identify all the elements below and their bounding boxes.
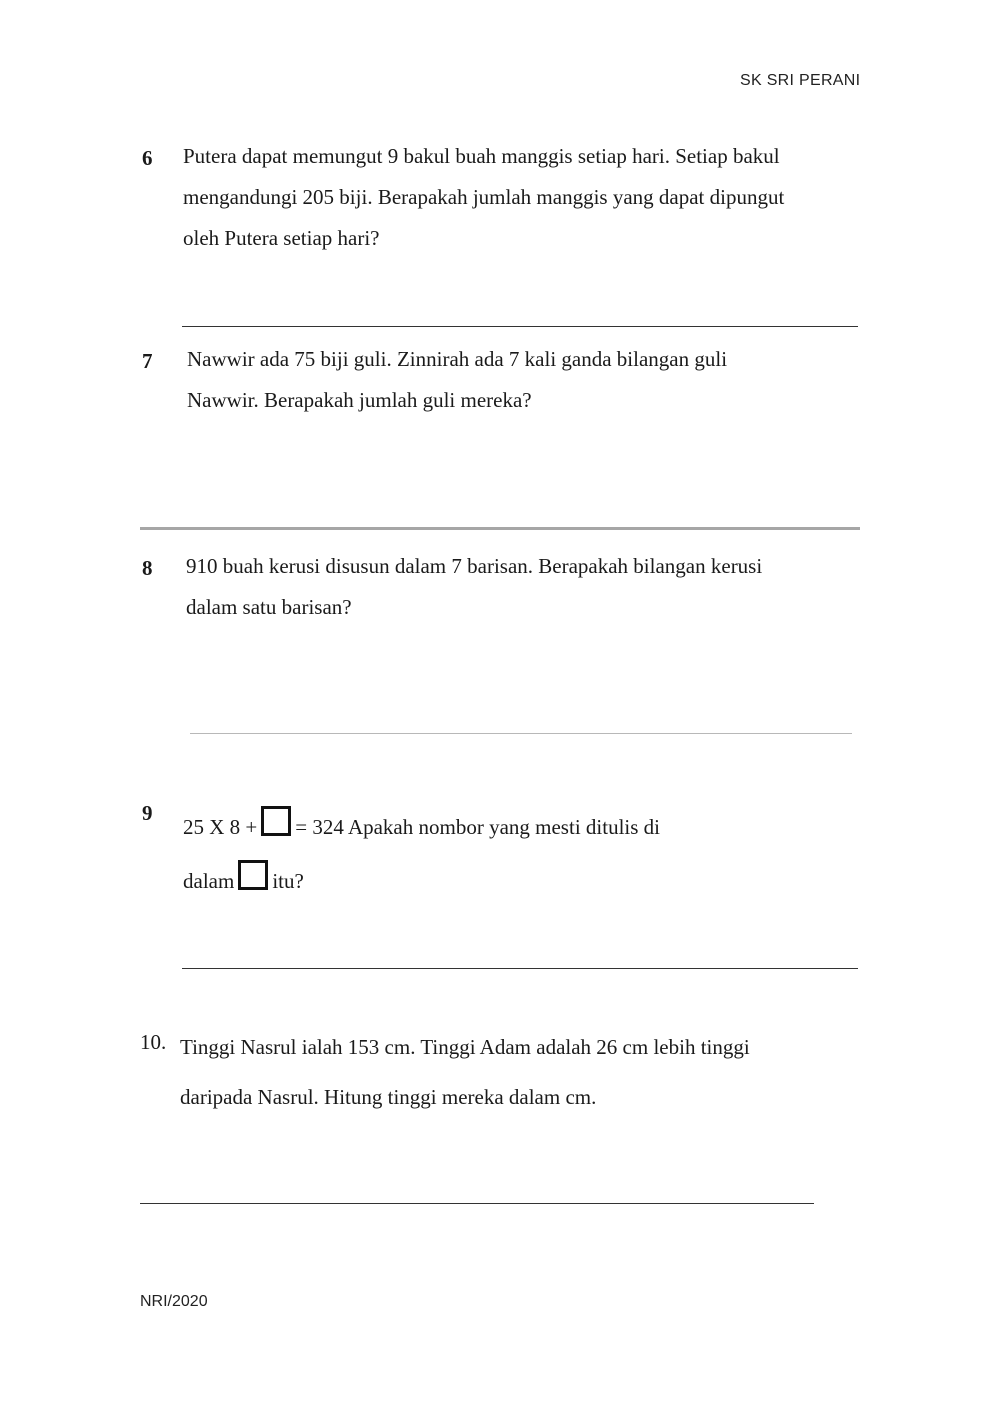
question-10-line: Tinggi Nasrul ialah 153 cm. Tinggi Adam adalah 26 cm lebih tinggi bbox=[180, 1035, 750, 1059]
question-10-text bbox=[180, 1022, 750, 1122]
answer-line-7[interactable] bbox=[140, 527, 860, 530]
question-6-number: 6 bbox=[142, 146, 153, 170]
school-header: SK SRI PERANI bbox=[740, 72, 861, 89]
question-8-line: 910 buah kerusi disusun dalam 7 barisan. Berapakah bilangan kerusi bbox=[186, 554, 763, 578]
question-10-line: daripada Nasrul. Hitung tinggi mereka dalam cm. bbox=[180, 1085, 597, 1109]
question-6-line: mengandungi 205 biji. Berapakah jumlah manggis yang dapat dipungut bbox=[183, 185, 785, 209]
footer-code: NRI/2020 bbox=[140, 1293, 208, 1310]
question-9-expression: 25 X 8 + bbox=[183, 815, 258, 839]
question-7-text bbox=[187, 339, 727, 421]
question-8-line: dalam satu barisan? bbox=[186, 595, 352, 619]
question-9-word: dalam bbox=[183, 869, 235, 893]
question-10-number: 10. bbox=[140, 1030, 167, 1054]
question-7-line: Nawwir ada 75 biji guli. Zinnirah ada 7 kali ganda bilangan guli bbox=[187, 347, 728, 371]
question-8-number: 8 bbox=[142, 556, 153, 580]
answer-line-6[interactable] bbox=[182, 326, 858, 327]
answer-line-9[interactable] bbox=[182, 968, 858, 969]
blank-box[interactable] bbox=[261, 806, 291, 836]
question-6-text bbox=[183, 136, 784, 259]
question-6-line: Putera dapat memungut 9 bakul buah manggis setiap hari. Setiap bakul bbox=[183, 144, 780, 168]
question-9-question: = 324 Apakah nombor yang mesti ditulis di bbox=[295, 815, 660, 839]
question-9-end: itu? bbox=[272, 869, 304, 893]
question-7-line: Nawwir. Berapakah jumlah guli mereka? bbox=[187, 388, 532, 412]
question-9-line-1 bbox=[183, 806, 660, 848]
blank-box[interactable] bbox=[238, 860, 268, 890]
answer-line-8[interactable] bbox=[190, 733, 852, 734]
question-9-line-2 bbox=[183, 860, 304, 902]
question-8-text bbox=[186, 546, 762, 628]
question-7-number: 7 bbox=[142, 349, 153, 373]
answer-line-10[interactable] bbox=[140, 1203, 814, 1204]
question-6-line: oleh Putera setiap hari? bbox=[183, 226, 380, 250]
question-9-number: 9 bbox=[142, 801, 153, 825]
